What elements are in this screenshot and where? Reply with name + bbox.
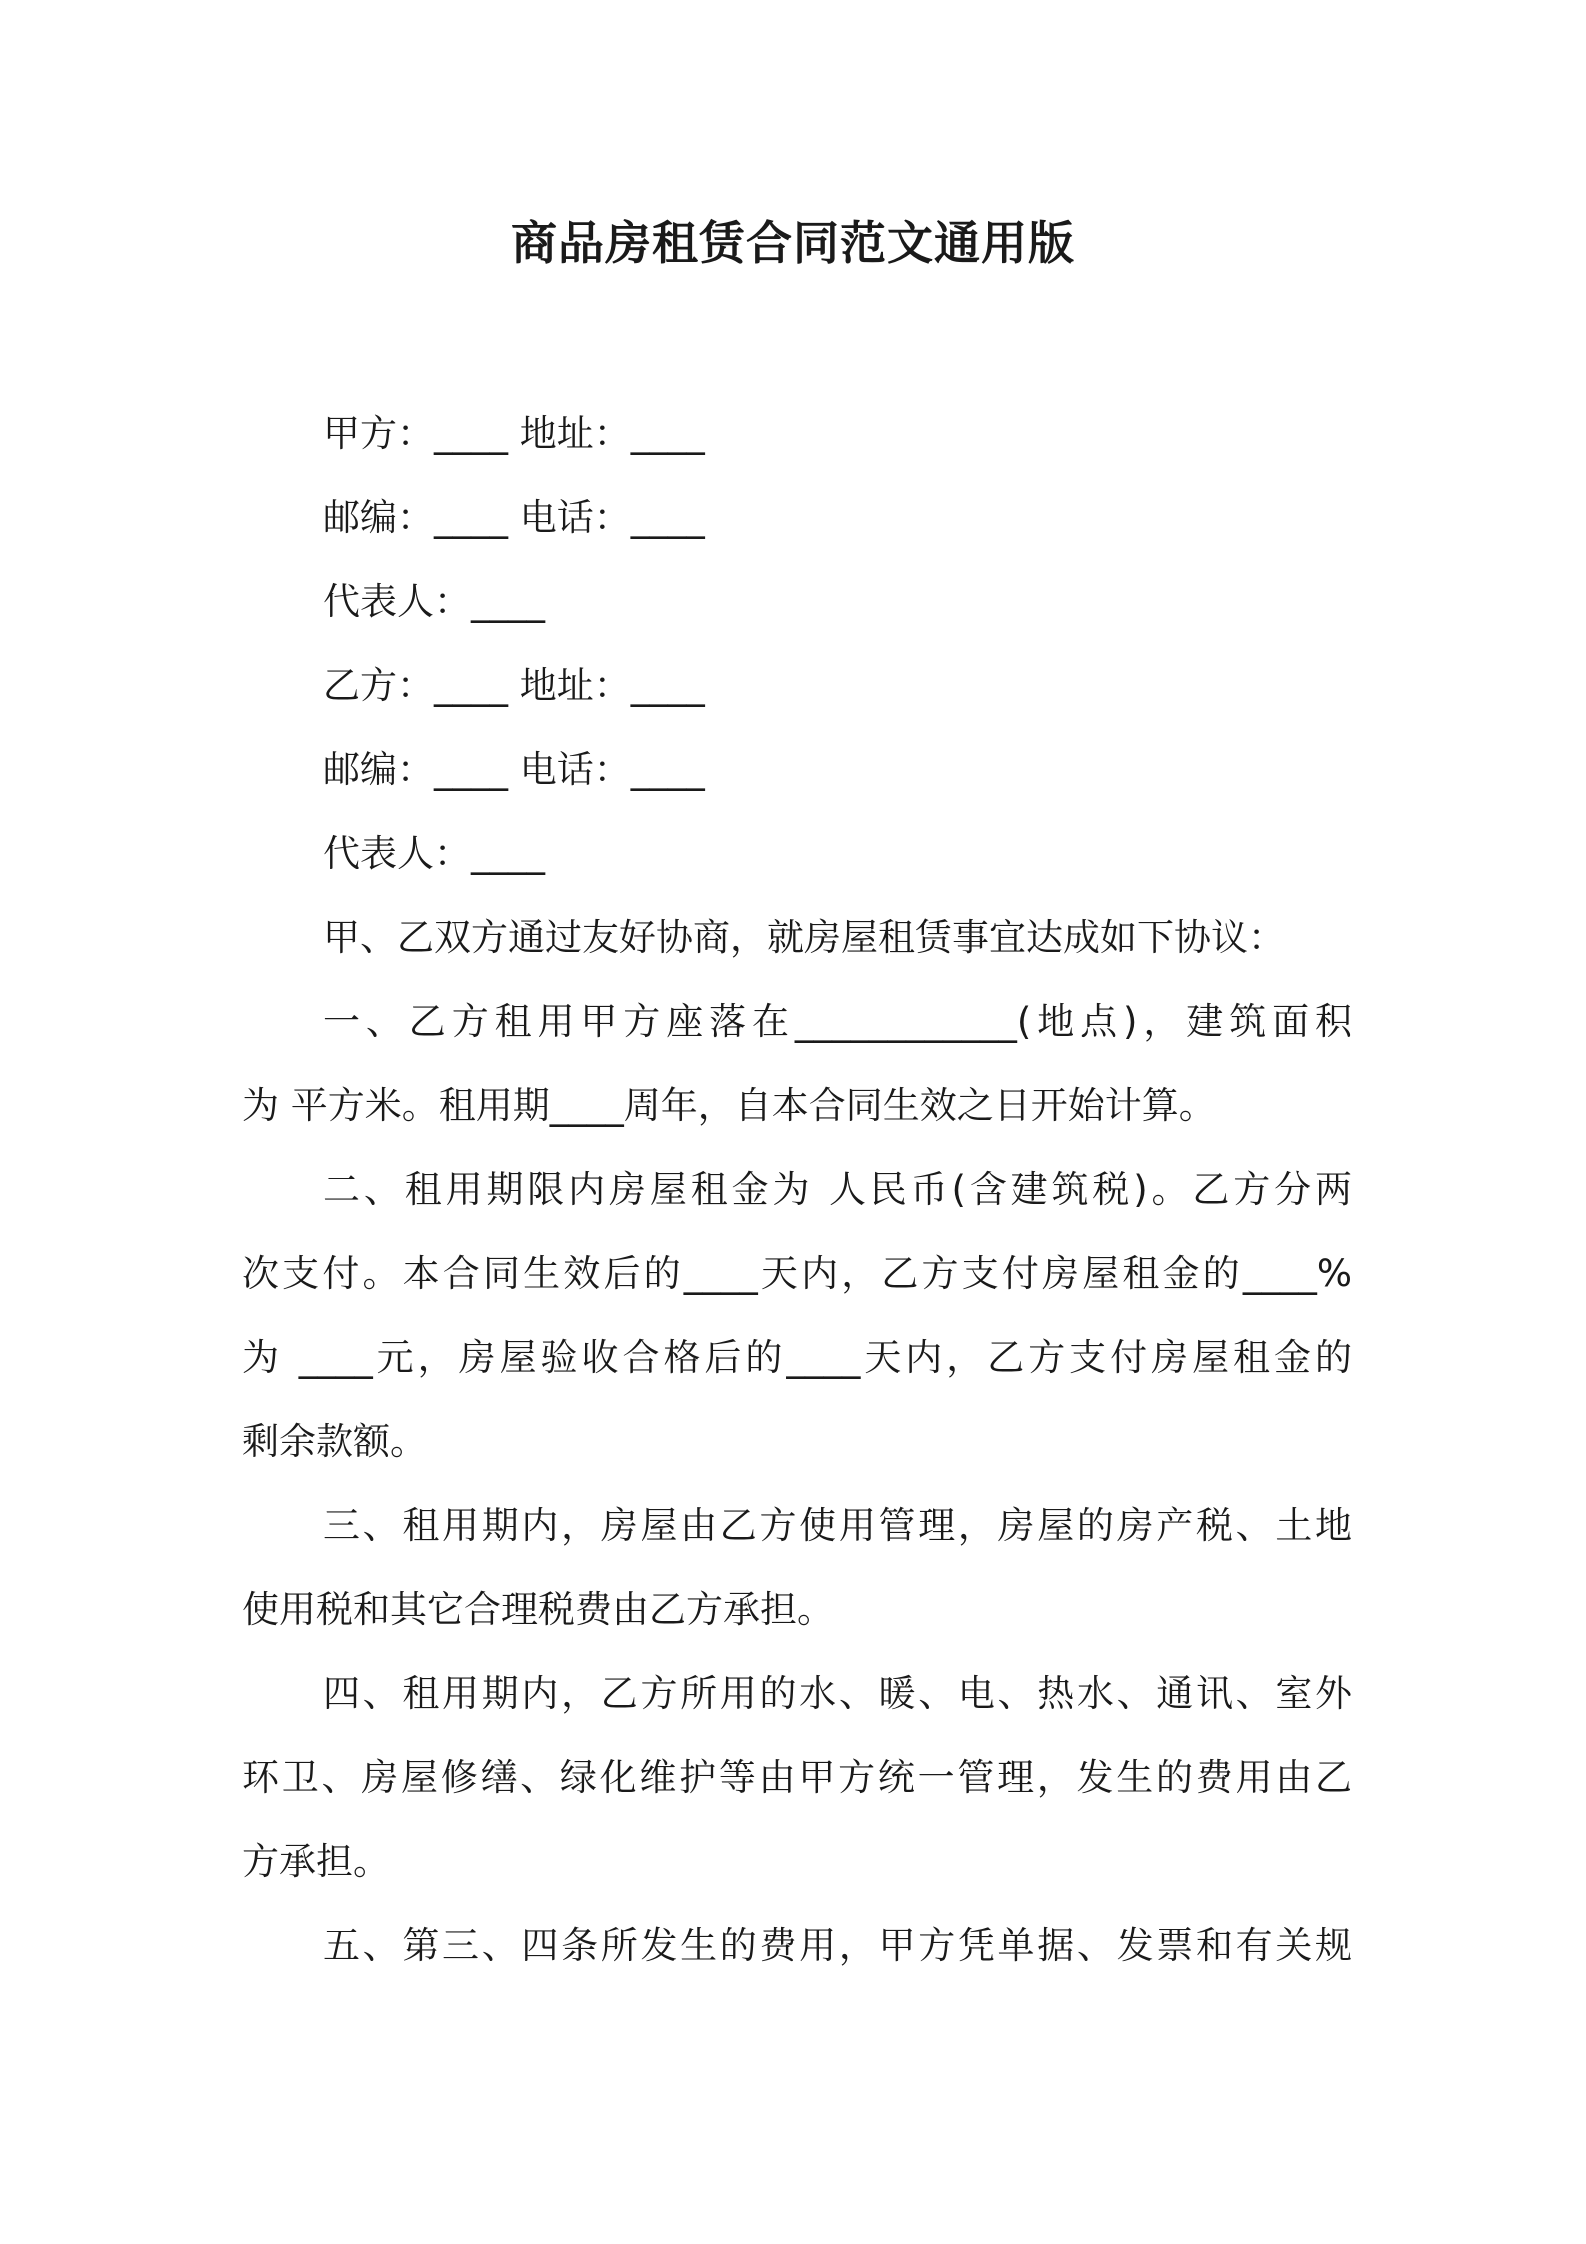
party-a-representative: 代表人：____ <box>323 580 545 623</box>
clause-4-line-3: 方承担。 <box>242 1840 390 1883</box>
clause-3-line-2: 使用税和其它合理税费由乙方承担。 <box>242 1588 834 1631</box>
clause-4-line-1: 四、租用期内，乙方所用的水、暖、电、热水、通讯、室外 <box>323 1672 1352 1715</box>
clause-1-line-1: 一、乙方租用甲方座落在____________(地点)，建筑面积 <box>323 1000 1352 1043</box>
clause-2-line-4: 剩余款额。 <box>242 1420 427 1463</box>
party-b-postcode-phone: 邮编：____ 电话：____ <box>323 748 705 791</box>
clause-1-line-2: 为 平方米。租用期____周年，自本合同生效之日开始计算。 <box>242 1084 1216 1127</box>
party-a-name-address: 甲方：____ 地址：____ <box>323 412 705 455</box>
clause-2-line-3: 为 ____元，房屋验收合格后的____天内，乙方支付房屋租金的 <box>242 1336 1352 1379</box>
party-b-name-address: 乙方：____ 地址：____ <box>323 664 705 707</box>
clause-2-line-2: 次支付。本合同生效后的____天内，乙方支付房屋租金的____% <box>242 1252 1352 1295</box>
document-title: 商品房租赁合同范文通用版 <box>511 216 1075 270</box>
clause-2-line-1: 二、租用期限内房屋租金为 人民币(含建筑税)。乙方分两 <box>323 1168 1352 1211</box>
preamble: 甲、乙双方通过友好协商，就房屋租赁事宜达成如下协议： <box>323 916 1285 959</box>
party-a-postcode-phone: 邮编：____ 电话：____ <box>323 496 705 539</box>
clause-5-line-1: 五、第三、四条所发生的费用，甲方凭单据、发票和有关规 <box>323 1924 1352 1967</box>
party-b-representative: 代表人：____ <box>323 832 545 875</box>
clause-3-line-1: 三、租用期内，房屋由乙方使用管理，房屋的房产税、土地 <box>323 1504 1352 1547</box>
clause-4-line-2: 环卫、房屋修缮、绿化维护等由甲方统一管理，发生的费用由乙 <box>242 1756 1352 1799</box>
